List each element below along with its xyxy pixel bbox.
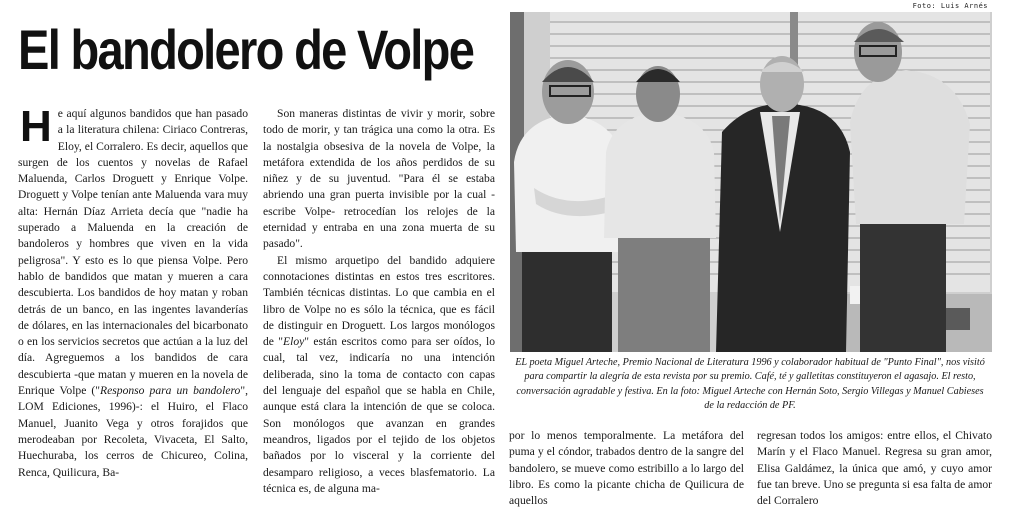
group-photo bbox=[510, 12, 992, 352]
column-2-paragraph-1: Son maneras distintas de vivir y morir, sobre todo de morir, y tan trágica una como la otra. Es la nostalgia obsesiva de la novela de Volpe, la metáfora extendida de los años perdidos de su niñez y de su juventud. "Para él se estaba abriendo una gran puerta invisible por la cual -escribe Volpe- retrocedían los relojes de la eternidad y entraba en una zona muerta de su pasado". bbox=[263, 107, 495, 251]
drop-cap: H bbox=[20, 102, 52, 151]
book-title: Responso para un bandolero bbox=[100, 384, 241, 398]
article-column-1 bbox=[18, 102, 248, 481]
headline: El bandolero de Volpe bbox=[18, 18, 474, 81]
article-column-2 bbox=[263, 106, 495, 497]
photo-caption: EL poeta Miguel Arteche, Premio Nacional de Literatura 1996 y colaborador habitual de "Punto Final", nos visitó para compartir la alegría de esta revista por su premio. Café, té y galletitas constituyeron el agasajo. El resto, conversación agradable y festiva. En la foto: Miguel Arteche con Hernán Soto, Sergio Villegas y Manuel Cabieses de la redacción de PF. bbox=[515, 357, 985, 411]
column-3-paragraph: por lo menos temporalmente. La metáfora del puma y el cóndor, trabados dentro de la sangre del bandolero, se mueve como estribillo a lo largo del libro. Es como la picante chicha de Quilicura de aquellos bbox=[509, 429, 744, 508]
photo-credit: Foto: Luis Arnés bbox=[912, 2, 988, 10]
character-name: Eloy bbox=[283, 335, 305, 349]
column-1-paragraph: He aquí algunos bandidos que han pasado a la literatura chilena: Ciriaco Contreras, Eloy, el Corralero. Es decir, aquellos que surgen de los cuentos y novelas de Rafael Maluenda, Carlos Droguett y Enrique Volpe. Droguett y Volpe tenían ante Maluenda vara muy alta: Hernán Díaz Arrieta decía que "nadie ha superado a Maluenda en la creación de bandoleros y hombres que viven en la vida peligrosa". Y esto es lo que piensa Volpe. Pero hablo de bandidos que matan y mueren a cara descubierta. Los bandidos de hoy matan y roban detrás de un banco, en las ingentes lavanderías de dólares, en las internacionales del bicarbonato o en los servicios secretos que actúan a la luz del día. Agreguemos a los bandidos de cara descubierta -que matan y mueren en la novela de Enrique Volpe ("Responso para un bandolero", LOM Ediciones, 1996)-: el Huiro, el Flaco Manuel, Juanito Vega y otros forajidos que merodeaban por Recoleta, Vivaceta, El Salto, Huechuraba, los cerros de Chicureo, Colina, Renca, Quilicura, Ba- bbox=[18, 102, 248, 479]
article-column-3 bbox=[509, 428, 744, 509]
column-4-paragraph: regresan todos los amigos: entre ellos, el Chivato Marín y el Flaco Manuel. Regresa su gran amor, Elisa Galdámez, la única que amó, y cuyo amor fue tan breve. Uno se pregunta si esa falta de amor del Corralero bbox=[757, 429, 992, 508]
column-2-paragraph-2: El mismo arquetipo del bandido adquiere connotaciones distintas en estos tres escritores. También técnicas distintas. Lo que cambia en el libro de Volpe no es sólo la técnica, que es fácil de distinguir en Droguett. Los largos monólogos de "Eloy" están escritos como para ser oídos, lo cual, tal vez, indicaría no una intención deliberada, sino la toma de contacto con capas del lenguaje del español que se habla en Chile, aunque está clara la intención de que se coloca. Son monólogos que avanzan en grandes meandros, ligados por el tejido de los objetos bañados por lo visceral y la corriente del desamparo religioso, a veces blasfematorio. La técnica es, de alguna ma- bbox=[263, 253, 495, 495]
article-column-4 bbox=[757, 428, 992, 509]
